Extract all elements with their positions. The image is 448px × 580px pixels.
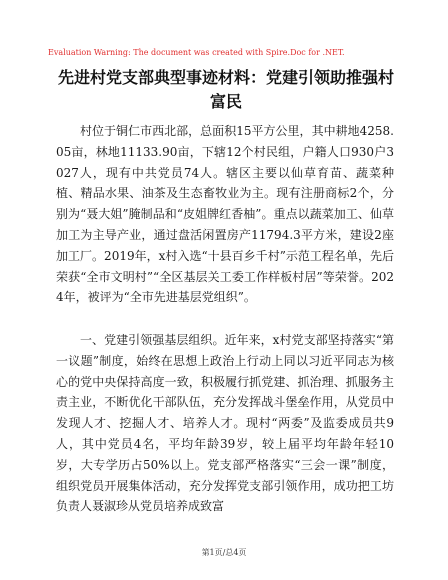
paragraph-intro: 村位于铜仁市西北部，总面积15平方公里，其中耕地4258.05亩，林地11133.90亩，下辖12个村民组，户籍人口930户3027人，现有中共党员74人。辖区主要以仙草育苗、蔬菜种植、精品水果、油茶及生态畜牧业为主。现有注册商标2个，分别为“聂大姐”腌制品和“皮姐牌红香柚”。重点以蔬菜加工、仙草加工为主导产业，通过盘活闲置房产11794.3平方米，建设2座加工厂。2019年，x村入选“十县百乡千村”示范工程名单，先后荣获“全市文明村”“全区基层关工委工作样板村居”等荣誉。2024年，被评为“全市先进基层党组织”。 (56, 124, 394, 305)
page-footer: 第1页/总4页 (201, 548, 247, 557)
paragraph-section-one: 一、党建引领强基层组织。近年来，x村党支部坚持落实“第一议题”制度，始终在思想上政治上行动上同以习近平同志为核心的党中央保持高度一致，积极履行抓党建、抓治理、抓服务主责主业，不断优化干部队伍，充分发挥战斗堡垒作用，从党员中发现人才、挖掘人才、培养人才。现村“两委”及监委成员共9人，其中党员4名，平均年龄39岁，较上届平均年龄年轻10岁，大专学历占50%以上。党支部严格落实“三会一课”制度，组织党员开展集体活动，充分发挥党支部引领作用，成功把工坊负责人聂淑珍从党员培养成致富 (56, 333, 394, 514)
evaluation-warning: Evaluation Warning: The document was created with Spire.Doc for .NET. (48, 48, 345, 57)
document-title: 先进村党支部典型事迹材料：党建引领助推强村富民 (57, 68, 394, 111)
